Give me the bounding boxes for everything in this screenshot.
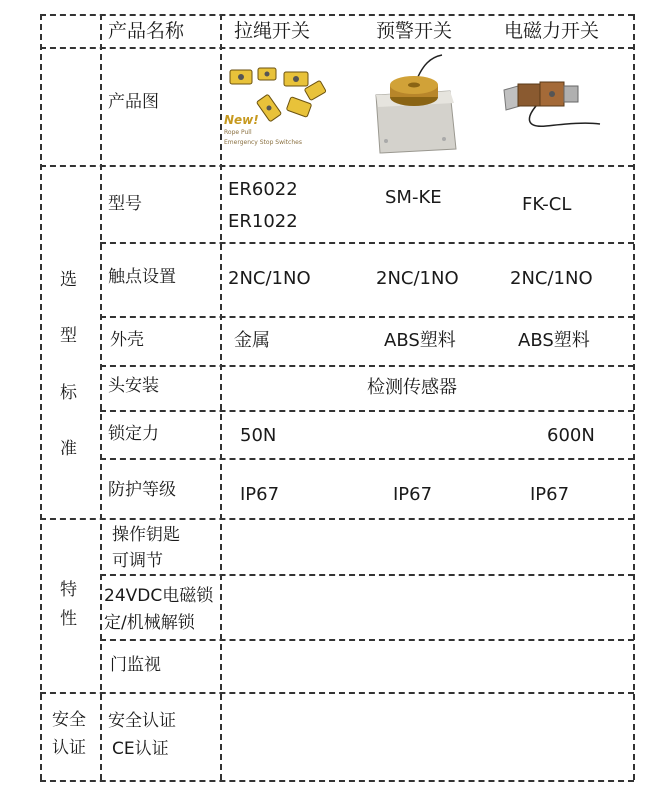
label-safety-cert: 安全认证 <box>108 711 176 731</box>
housing-rope-pull: 金属 <box>234 330 270 351</box>
rule-bottom <box>40 780 634 782</box>
col-rule-right <box>633 14 635 780</box>
header-rope-pull-switch: 拉绳开关 <box>234 20 311 42</box>
rope-pull-caption: Rope Pull <box>224 129 252 136</box>
model-value-2: ER1022 <box>228 211 298 232</box>
group-features-char-1: 特 <box>60 580 77 600</box>
contacts-warning-switch: 2NC/1NO <box>376 268 459 289</box>
electromagnetic-switch-image <box>496 72 604 130</box>
rule-features-end <box>40 692 634 694</box>
contacts-electromagnetic-switch: 2NC/1NO <box>510 268 593 289</box>
label-lock-force: 锁定力 <box>108 424 159 444</box>
model-warning-switch: SM-KE <box>385 187 442 208</box>
rope-pull-new-caption: New! <box>224 113 259 127</box>
rule-lock <box>100 639 634 641</box>
lock-force-electromagnetic-switch: 600N <box>547 425 595 446</box>
rule-key <box>100 574 634 576</box>
header-warning-switch: 预警开关 <box>376 20 453 42</box>
label-operation-key-line-2: 可调节 <box>112 551 163 571</box>
rule-model <box>100 242 634 244</box>
group-safety-line-1: 安全 <box>52 710 86 730</box>
group-selection-char-4: 准 <box>60 439 77 459</box>
head-mount-value: 检测传感器 <box>367 377 457 398</box>
protection-electromagnetic-switch: IP67 <box>530 484 570 505</box>
rope-pull-subcaption: Emergency Stop Switches <box>224 139 302 146</box>
label-ce-cert: CE认证 <box>112 739 169 759</box>
label-operation-key-line-1: 操作钥匙 <box>112 525 180 545</box>
label-housing: 外壳 <box>110 330 144 350</box>
rule-lock-force <box>100 458 634 460</box>
group-selection-char-2: 型 <box>60 326 77 346</box>
rule-selection-end <box>40 518 634 520</box>
header-electromagnetic-switch: 电磁力开关 <box>504 20 600 42</box>
rule-images <box>40 165 634 167</box>
model-electromagnetic-switch: FK-CL <box>522 194 572 215</box>
rule-housing <box>100 365 634 367</box>
label-protection-class: 防护等级 <box>108 480 176 500</box>
rule-top <box>40 14 634 16</box>
rule-header <box>40 47 634 49</box>
label-head-mount: 头安装 <box>108 376 159 396</box>
housing-electromagnetic-switch: ABS塑料 <box>518 330 590 351</box>
label-contact-config: 触点设置 <box>108 267 176 287</box>
label-solenoid-lock-line-2: 定/机械解锁 <box>104 613 195 633</box>
rule-contacts <box>100 316 634 318</box>
protection-rope-pull: IP67 <box>240 484 280 505</box>
warning-switch-image <box>370 53 462 157</box>
label-solenoid-lock-line-1: 24VDC电磁锁 <box>104 586 214 606</box>
group-features-char-2: 性 <box>60 609 77 629</box>
group-selection-char-1: 选 <box>60 270 77 290</box>
rule-head <box>100 410 634 412</box>
label-model: 型号 <box>108 194 142 214</box>
header-product-name: 产品名称 <box>108 20 185 42</box>
group-safety-line-2: 认证 <box>52 738 86 758</box>
col-rule-group <box>100 14 102 780</box>
group-selection-char-3: 标 <box>60 383 77 403</box>
col-rule-left <box>40 14 42 780</box>
label-door-monitoring: 门监视 <box>110 655 161 675</box>
lock-force-rope-pull: 50N <box>240 425 277 446</box>
rope-pull-switch-image <box>222 62 334 152</box>
contacts-rope-pull: 2NC/1NO <box>228 268 311 289</box>
label-product-image: 产品图 <box>108 92 159 112</box>
model-value-1: ER6022 <box>228 179 298 200</box>
housing-warning-switch: ABS塑料 <box>384 330 456 351</box>
protection-warning-switch: IP67 <box>393 484 433 505</box>
